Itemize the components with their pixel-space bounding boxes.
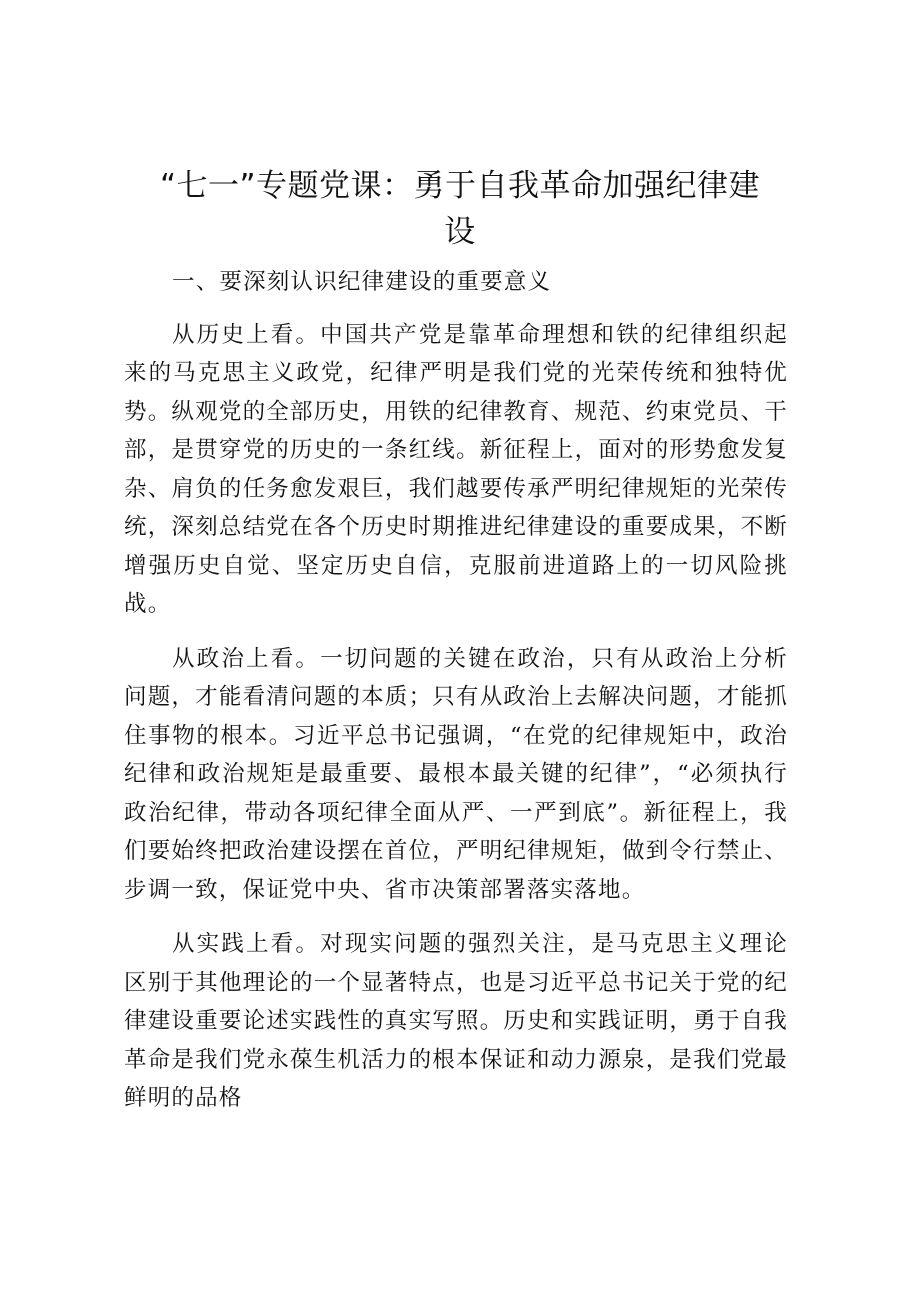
paragraph-political: 从政治上看。一切问题的关键在政治，只有从政治上分析问题，才能看清问题的本质；只有从政治上去解决问题，才能抓住事物的根本。习近平总书记强调，“在党的纪律规矩中，政治纪律和政治规矩是最重要、最根本最关键的纪律”，“必须执行政治纪律，带动各项纪律全面从严、一严到底”。新征程上，我们要始终把政治建设摆在首位，严明纪律规矩，做到令行禁止、步调一致，保证党中央、省市决策部署落实落地。	[124, 645, 788, 903]
paragraph-historical: 从历史上看。中国共产党是靠革命理想和铁的纪律组织起来的马克思主义政党，纪律严明是我们党的光荣传统和独特优势。纵观党的全部历史，用铁的纪律教育、规范、约束党员、干部，是贯穿党的历史的一条红线。新征程上，面对的形势愈发复杂、肩负的任务愈发艰巨，我们越要传承严明纪律规矩的光荣传统，深刻总结党在各个历史时期推进纪律建设的重要成果，不断增强历史自觉、坚定历史自信，克服前进道路上的一切风险挑战。	[124, 321, 788, 617]
document-title: “七一”专题党课：勇于自我革命加强纪律建设	[159, 168, 761, 250]
document-body	[124, 263, 788, 1134]
paragraph-practical: 从实践上看。对现实问题的强烈关注，是马克思主义理论区别于其他理论的一个显著特点，也是习近平总书记关于党的纪律建设重要论述实践性的真实写照。历史和实践证明，勇于自我革命是我们党永葆生机活力的根本保证和动力源泉，是我们党最鲜明的品格	[124, 931, 788, 1111]
section-heading: 一、要深刻认识纪律建设的重要意义	[172, 269, 552, 295]
